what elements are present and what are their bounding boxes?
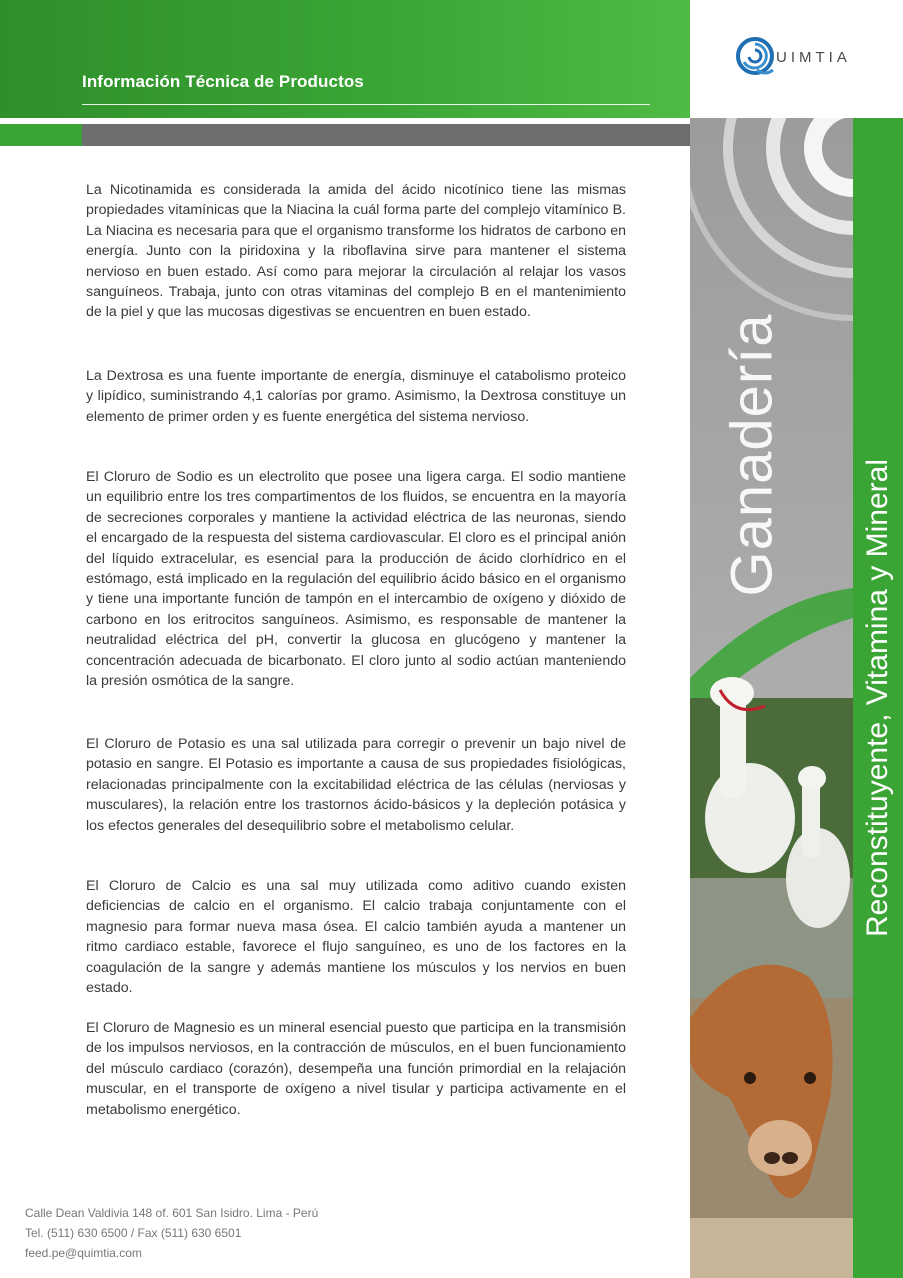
category-title: Ganadería (719, 313, 785, 597)
logo-text: UIMTIA (776, 49, 851, 66)
accent-bar-green (0, 124, 82, 146)
side-gray-strip (690, 118, 853, 1278)
header-divider (82, 104, 650, 105)
paragraph-cloruro-magnesio: El Cloruro de Magnesio es un mineral esencial puesto que participa en la transmisión de los impulsos nerviosos, en la contracción de músculos, en el buen funcionamiento del músculo cardiaco (corazón), desempeña una función primordial en la relajación muscular, en el transporte de oxígeno a nivel tisular y participa activamente en el metabolismo energético. (86, 1020, 626, 1118)
decorative-arcs (690, 118, 853, 1278)
header-banner (0, 0, 690, 118)
footer-phone: Tel. (511) 630 6500 / Fax (511) 630 6501 (25, 1226, 242, 1240)
quimtia-swirl-logo-icon (735, 36, 775, 78)
paragraph-cloruro-calcio: El Cloruro de Calcio es una sal muy utilizada como aditivo cuando existen deficiencias de calcio en el organismo. El calcio trabaja conjuntamente con el magnesio para formar nueva masa ósea. El calcio también ayuda a mantener un ritmo cardiaco estable, favorece el flujo sanguíneo, es uno de los factores en la coagulación de la sangre y además mantiene los músculos y los nervios en buen estado. (86, 878, 626, 997)
footer-email[interactable]: feed.pe@quimtia.com (25, 1246, 142, 1260)
product-tagline: Reconstituyente, Vitamina y Mineral (861, 458, 894, 938)
paragraph-dextrosa: La Dextrosa es una fuente importante de energía, disminuye el catabolismo proteico y lipídico, suministrando 4,1 calorías por gramo. Asimismo, la Dextrosa constituye un elemento de primer orden y es fuente energética del sistema nervioso. (86, 368, 626, 425)
paragraph-nicotinamida: La Nicotinamida es considerada la amida del ácido nicotínico tiene las mismas propiedades vitamínicas que la Niacina la cuál forma parte del complejo vitamínico B. La Niacina es necesaria para que el organismo transforme los hidratos de carbono en energía. Junto con la piridoxina y la riboflavina sirve para mantener el sistema nervioso en buen estado. Así como para mejorar la circulación al relajar los vasos sanguíneos. Trabaja, junto con otras vitaminas del complejo B en el mantenimiento de la piel y que las mucosas digestivas se encuentren en buen estado. (86, 182, 626, 321)
footer-address: Calle Dean Valdivia 148 of. 601 San Isidro. Lima - Perú (25, 1206, 319, 1220)
footer-contact (25, 1203, 318, 1263)
paragraph-cloruro-sodio: El Cloruro de Sodio es un electrolito que posee una ligera carga. El sodio mantiene un equilibrio entre los tres compartimentos de los fluidos, se encuentra en la mayoría de secreciones corporales y mantiene la actividad eléctrica de las neuronas, siendo el encargado de la respuesta del sistema cardiovascular. El cloro es el principal anión del líquido extracelular, es esencial para la producción de ácido clorhídrico en el estómago, está implicado en la regulación del equilibrio ácido básico en el organismo y tiene una importante función de tampón en el intercambio de oxígeno y dióxido de carbono en los eritrocitos sanguíneos. Asimismo, es responsable de mantener la neutralidad eléctrica del pH, convertir la glucosa en glucógeno y mantener la concentración adecuada de bicarbonato. El cloro junto al sodio actúan manteniendo la presión osmótica de la sangre. (86, 469, 626, 690)
page-title: Información Técnica de Productos (82, 72, 364, 91)
paragraph-cloruro-potasio: El Cloruro de Potasio es una sal utilizada para corregir o prevenir un bajo nivel de potasio en sangre. El Potasio es importante a causa de sus propiedades fisiológicas, relacionadas principalmente con la excitabilidad eléctrica de las células (nerviosas y musculares), la relación entre los trastornos ácido-básicos y la depleción potásica y los efectos generales del desequilibrio sobre el metabolismo celular. (86, 736, 626, 834)
accent-bar-gray (82, 124, 690, 146)
